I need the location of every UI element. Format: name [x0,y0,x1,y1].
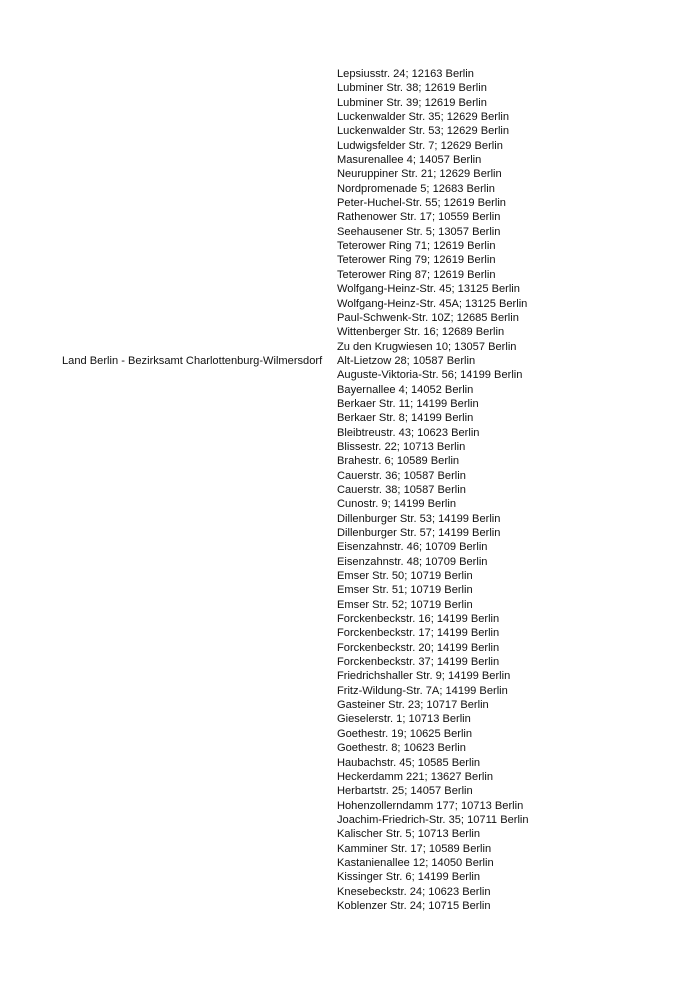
address-line: Masurenallee 4; 14057 Berlin [337,154,482,167]
address-line: Bayernallee 4; 14052 Berlin [337,383,474,396]
address-line: Teterower Ring 87; 12619 Berlin [337,268,496,281]
address-line: Berkaer Str. 11; 14199 Berlin [337,397,479,410]
address-line: Emser Str. 52; 10719 Berlin [337,598,473,611]
address-line: Cauerstr. 36; 10587 Berlin [337,469,466,482]
address-line: Lubminer Str. 38; 12619 Berlin [337,82,487,95]
address-line: Ludwigsfelder Str. 7; 12629 Berlin [337,139,503,152]
address-line: Teterower Ring 79; 12619 Berlin [337,254,496,267]
address-line: Peter-Huchel-Str. 55; 12619 Berlin [337,197,506,210]
address-line: Forckenbeckstr. 37; 14199 Berlin [337,656,500,669]
address-line: Joachim-Friedrich-Str. 35; 10711 Berlin [337,813,529,826]
address-line: Kamminer Str. 17; 10589 Berlin [337,842,492,855]
address-line: Wolfgang-Heinz-Str. 45; 13125 Berlin [337,283,520,296]
address-line: Eisenzahnstr. 48; 10709 Berlin [337,555,488,568]
address-line: Auguste-Viktoria-Str. 56; 14199 Berlin [337,369,523,382]
address-line: Lepsiusstr. 24; 12163 Berlin [337,68,474,80]
address-line: Cunostr. 9; 14199 Berlin [337,498,457,511]
address-line: Friedrichshaller Str. 9; 14199 Berlin [337,670,511,683]
address-line: Lubminer Str. 39; 12619 Berlin [337,96,487,109]
address-line: Cauerstr. 38; 10587 Berlin [337,483,466,496]
address-line: Zu den Krugwiesen 10; 13057 Berlin [337,340,517,353]
address-line: Alt-Lietzow 28; 10587 Berlin [337,354,476,367]
address-line: Kissinger Str. 6; 14199 Berlin [337,871,481,884]
address-line: Nordpromenade 5; 12683 Berlin [337,182,495,195]
address-line: Luckenwalder Str. 35; 12629 Berlin [337,111,510,124]
address-line: Forckenbeckstr. 17; 14199 Berlin [337,627,500,640]
address-line: Fritz-Wildung-Str. 7A; 14199 Berlin [337,684,508,697]
owner-label: Land Berlin - Bezirksamt Charlottenburg-Wilmersdorf [62,355,323,367]
address-line: Haubachstr. 45; 10585 Berlin [337,756,481,769]
address-line: Koblenzer Str. 24; 10715 Berlin [337,899,491,912]
address-line: Wolfgang-Heinz-Str. 45A; 13125 Berlin [337,297,528,310]
address-line: Wittenberger Str. 16; 12689 Berlin [337,326,505,339]
address-line: Emser Str. 50; 10719 Berlin [337,570,473,583]
address-line: Bleibtreustr. 43; 10623 Berlin [337,426,480,439]
address-line: Luckenwalder Str. 53; 12629 Berlin [337,125,510,138]
address-line: Rathenower Str. 17; 10559 Berlin [337,211,501,224]
address-line: Dillenburger Str. 57; 14199 Berlin [337,527,501,539]
address-list [337,67,637,913]
address-line: Hohenzollerndamm 177; 10713 Berlin [337,799,524,812]
address-line: Goethestr. 19; 10625 Berlin [337,727,473,740]
address-line: Kastanienallee 12; 14050 Berlin [337,856,494,869]
address-line: Gasteiner Str. 23; 10717 Berlin [337,699,489,712]
address-line: Dillenburger Str. 53; 14199 Berlin [337,512,501,525]
address-line: Berkaer Str. 8; 14199 Berlin [337,412,474,425]
address-line: Blissestr. 22; 10713 Berlin [337,440,466,453]
address-line: Brahestr. 6; 10589 Berlin [337,455,460,468]
address-line: Herbartstr. 25; 14057 Berlin [337,785,473,798]
address-line: Gieselerstr. 1; 10713 Berlin [337,713,471,726]
address-line: Forckenbeckstr. 20; 14199 Berlin [337,641,500,654]
address-line: Seehausener Str. 5; 13057 Berlin [337,225,501,238]
address-line: Neuruppiner Str. 21; 12629 Berlin [337,168,502,181]
address-line: Eisenzahnstr. 46; 10709 Berlin [337,541,488,554]
address-line: Knesebeckstr. 24; 10623 Berlin [337,885,491,898]
address-line: Goethestr. 8; 10623 Berlin [337,742,466,755]
address-line: Teterower Ring 71; 12619 Berlin [337,240,496,253]
address-line: Paul-Schwenk-Str. 10Z; 12685 Berlin [337,311,519,324]
address-line: Heckerdamm 221; 13627 Berlin [337,770,494,783]
address-line: Forckenbeckstr. 16; 14199 Berlin [337,613,500,626]
address-line: Emser Str. 51; 10719 Berlin [337,584,473,597]
address-line: Kalischer Str. 5; 10713 Berlin [337,828,481,841]
